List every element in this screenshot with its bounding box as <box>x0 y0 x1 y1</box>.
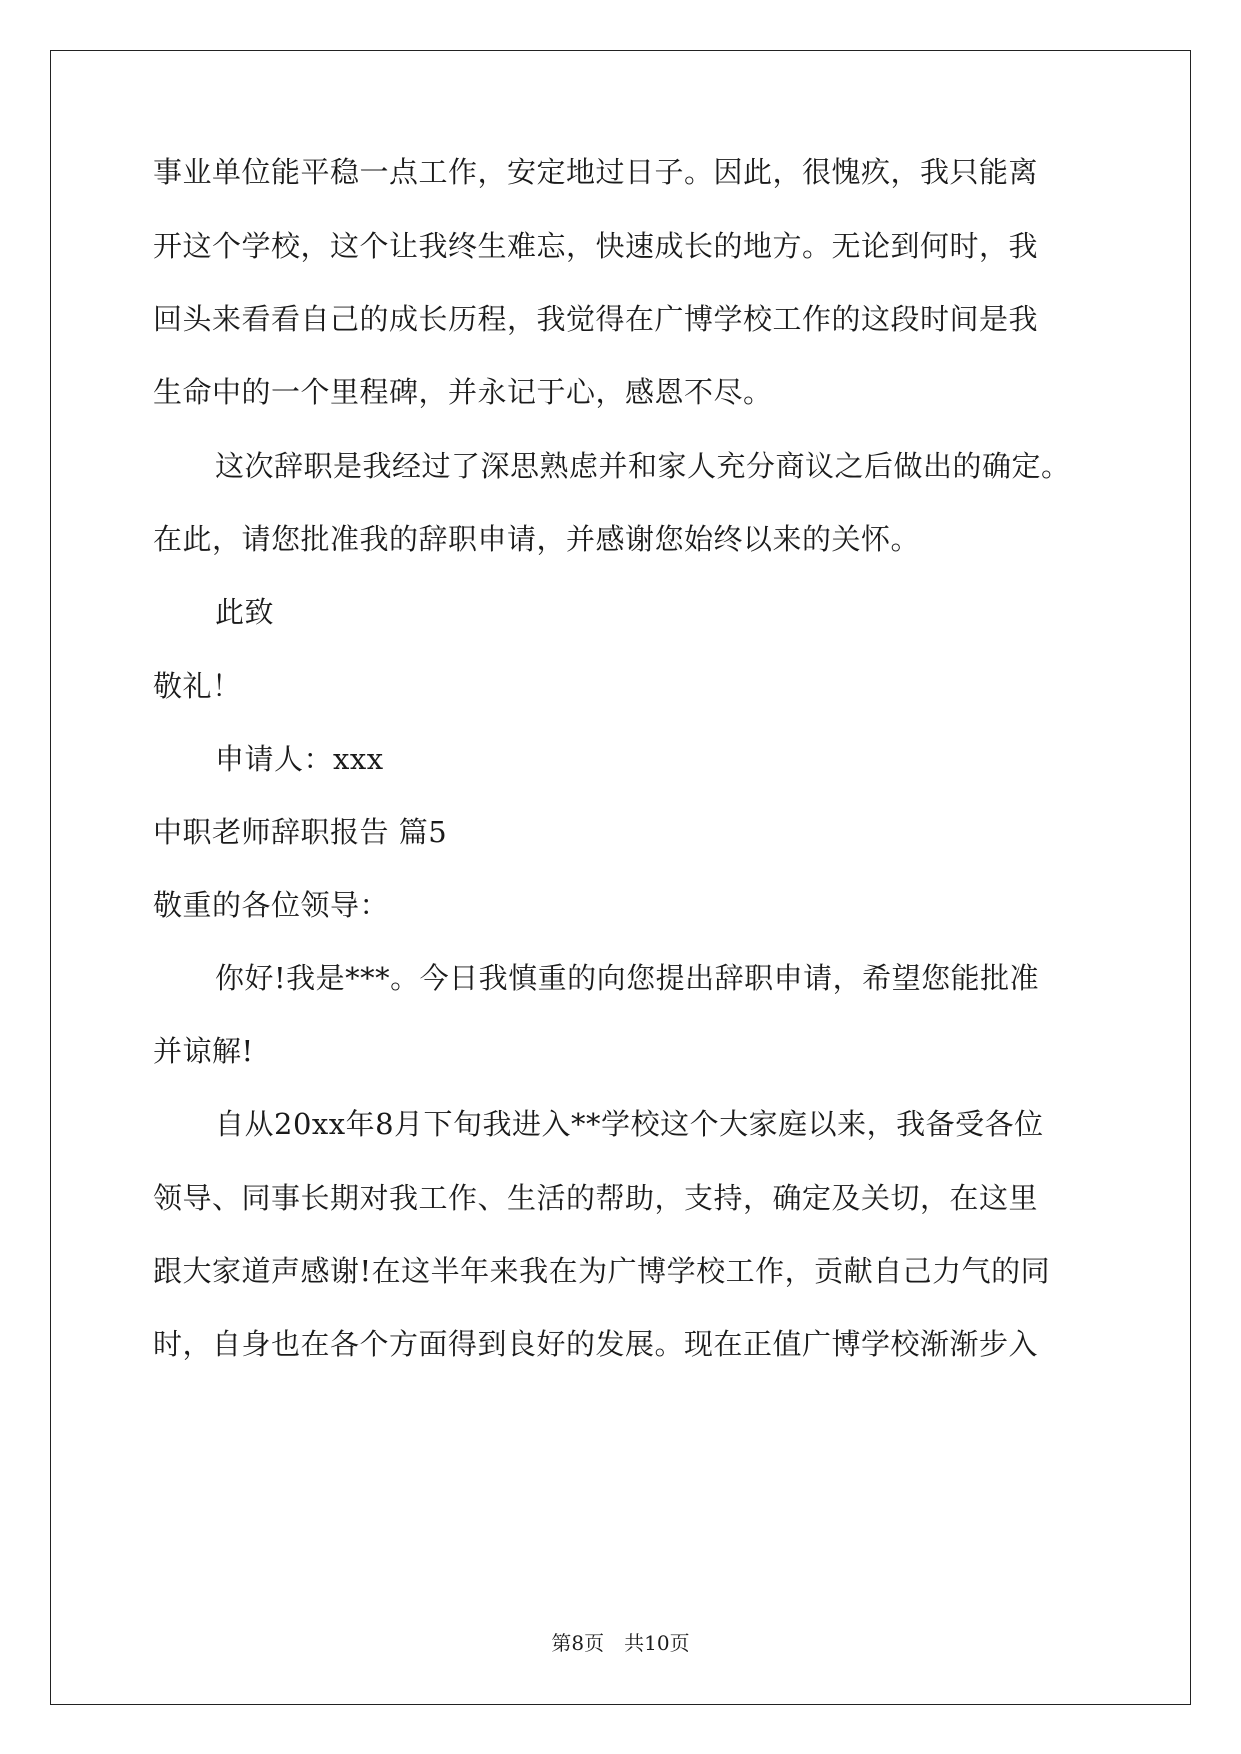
text-line: 你好!我是***。今日我慎重的向您提出辞职申请，希望您能批准 <box>215 961 1040 995</box>
text-line: 回头来看看自己的成长历程，我觉得在广博学校工作的这段时间是我 <box>153 302 1039 336</box>
page-number-footer: 第8页 共10页 <box>551 1631 690 1655</box>
text-line: 并谅解! <box>153 1034 254 1068</box>
text-line: 申请人：xxx <box>215 742 384 776</box>
text-line: 开这个学校，这个让我终生难忘，快速成长的地方。无论到何时，我 <box>153 229 1039 263</box>
text-line: 这次辞职是我经过了深思熟虑并和家人充分商议之后做出的确定。 <box>215 449 1071 483</box>
text-line: 敬重的各位领导： <box>153 888 390 922</box>
text-line: 在此，请您批准我的辞职申请，并感谢您始终以来的关怀。 <box>153 522 921 556</box>
text-line: 自从20xx年8月下旬我进入**学校这个大家庭以来，我备受各位 <box>215 1107 1044 1141</box>
text-line: 领导、同事长期对我工作、生活的帮助，支持，确定及关切，在这里 <box>153 1181 1039 1215</box>
text-line: 生命中的一个里程碑，并永记于心，感恩不尽。 <box>153 375 773 409</box>
text-line: 敬礼！ <box>153 669 242 703</box>
text-line: 此致 <box>215 595 275 629</box>
section-heading: 中职老师辞职报告 篇5 <box>153 815 448 849</box>
text-line: 时，自身也在各个方面得到良好的发展。现在正值广博学校渐渐步入 <box>153 1327 1039 1361</box>
text-line: 跟大家道声感谢!在这半年来我在为广博学校工作，贡献自己力气的同 <box>153 1254 1051 1288</box>
text-line: 事业单位能平稳一点工作，安定地过日子。因此，很愧疚，我只能离 <box>153 155 1039 189</box>
